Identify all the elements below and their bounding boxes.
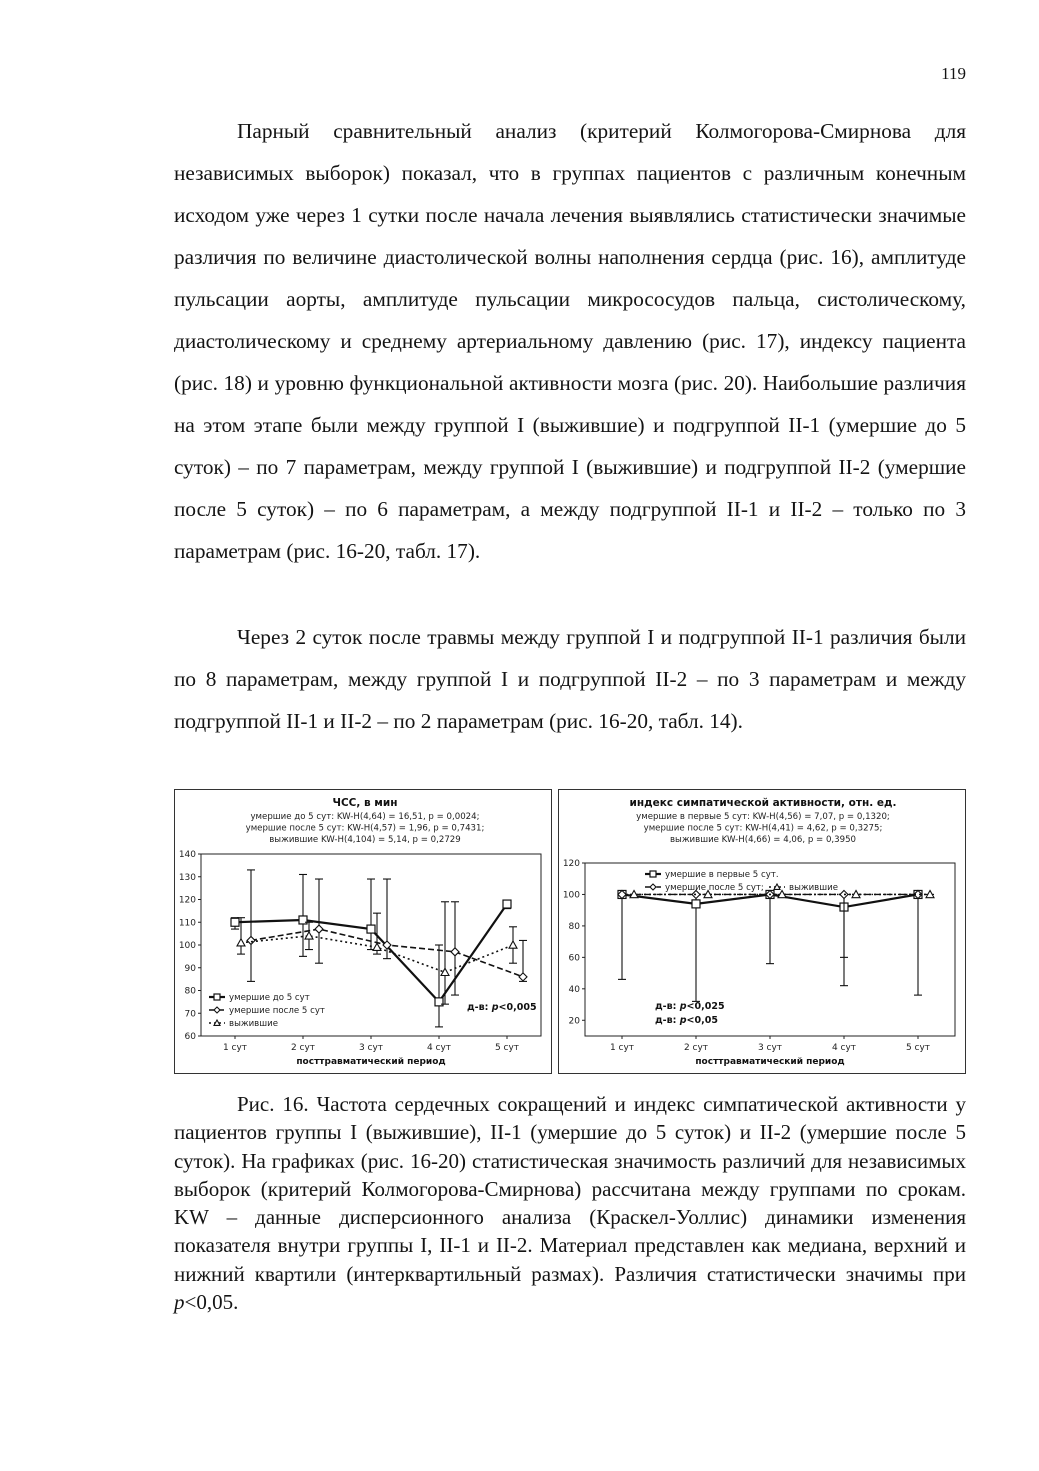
sympathetic-index-chart xyxy=(559,790,965,1073)
sympathetic-index-chart-panel xyxy=(558,789,966,1074)
sa-y-tick-label: 80 xyxy=(568,921,580,932)
hr-x-tick-label: 1 сут xyxy=(222,1043,248,1053)
figure-16 xyxy=(174,789,966,1074)
hr-kw-line: умершие после 5 сут: KW-H(4,57) = 1,96, p = 0,7431; xyxy=(245,823,485,834)
sa-kw-line: умершие в первые 5 сут: KW-H(4,56) = 7,07, p = 0,1320; xyxy=(636,812,890,822)
hr-x-tick-label: 3 сут xyxy=(358,1043,384,1053)
hr-kw-line: выжившие KW-H(4,104) = 5,14, p = 0,2729 xyxy=(269,835,461,845)
hr-y-tick-label: 80 xyxy=(184,986,196,997)
hr-y-tick-label: 110 xyxy=(178,918,196,929)
hr-legend-label: умершие до 5 сут xyxy=(229,993,310,1003)
caption-text: Рис. 16. Частота сердечных сокращений и индекс симпатической активности у пациентов группы I (выжившие), II-1 (умершие до 5 суток) и II-2 (умершие после 5 суток). На графиках (рис. 16-20) статистическая значимость различий для независимых выборок (критерий Колмогорова-Смирнова) рассчитана между группами по срокам. KW – данные дисперсионного анализа (Краскел-Уоллис) динамики изменения показателя внутри группы I, II-1 и II-2. Материал представлен как медиана, верхний и нижний квартили (интерквартильный размах). Различия статистически значимы при xyxy=(174,1092,966,1286)
sa-y-tick-label: 60 xyxy=(568,953,580,964)
hr-chart-title: ЧСС, в мин xyxy=(332,797,398,809)
hr-y-tick-label: 120 xyxy=(178,895,196,906)
sa-kw-line: выжившие KW-H(4,66) = 4,06, p = 0,3950 xyxy=(669,835,857,845)
paragraph-2: Через 2 суток после травмы между группой I и подгруппой II-1 различия были по 8 параметрам, между группой I и подгруппой II-2 – по 3 параметрам и между подгруппой II-1 и II-2 – по 2 параметрам (рис. 16-20, табл. 14). xyxy=(174,625,966,733)
hr-y-tick-label: 130 xyxy=(178,872,196,883)
hr-legend-label: выжившие xyxy=(229,1019,278,1029)
heart-rate-chart-panel xyxy=(174,789,552,1074)
sa-chart-title: индекс симпатической активности, отн. ед. xyxy=(629,797,897,809)
hr-legend-label: умершие после 5 сут xyxy=(229,1006,325,1016)
sa-data-point xyxy=(692,900,700,908)
sa-x-tick-label: 4 сут xyxy=(831,1043,857,1053)
hr-x-tick-label: 4 сут xyxy=(426,1043,452,1053)
hr-data-point xyxy=(247,936,255,944)
hr-legend-marker xyxy=(214,1007,220,1013)
hr-data-point xyxy=(367,925,375,933)
sa-kw-line: умершие после 5 сут: KW-H(4,41) = 4,62, p = 0,3275; xyxy=(643,823,883,834)
hr-significance-note: д-в: p<0,005 xyxy=(467,1002,537,1013)
hr-x-tick-label: 2 сут xyxy=(290,1043,316,1053)
figure-caption xyxy=(174,1090,966,1316)
sa-significance-note: д-в: p<0,025 xyxy=(655,1001,725,1012)
sa-y-tick-label: 100 xyxy=(562,890,580,901)
hr-y-tick-label: 70 xyxy=(184,1009,196,1020)
sa-x-tick-label: 1 сут xyxy=(609,1043,635,1053)
sa-x-axis-label: посттравматический период xyxy=(695,1057,845,1067)
sa-y-tick-label: 20 xyxy=(568,1016,580,1027)
hr-legend-marker xyxy=(214,1020,220,1025)
hr-data-point xyxy=(237,939,245,946)
sa-x-tick-label: 5 сут xyxy=(905,1043,931,1053)
sa-significance-note: д-в: p<0,05 xyxy=(655,1015,718,1026)
sa-y-tick-label: 120 xyxy=(562,859,580,869)
hr-legend-marker xyxy=(214,994,220,1000)
heart-rate-chart xyxy=(175,790,551,1073)
hr-y-tick-label: 60 xyxy=(184,1032,196,1042)
hr-x-axis-label: посттравматический период xyxy=(296,1057,446,1067)
hr-kw-line: умершие до 5 сут: KW-H(4,64) = 16,51, p = 0,0024; xyxy=(250,812,480,822)
hr-y-tick-label: 90 xyxy=(184,963,196,974)
hr-data-point xyxy=(315,925,323,933)
sa-legend-marker xyxy=(650,871,656,877)
hr-x-tick-label: 5 сут xyxy=(494,1043,520,1053)
hr-data-point xyxy=(451,948,459,956)
hr-y-tick-label: 140 xyxy=(178,850,196,860)
sa-legend-marker xyxy=(774,884,780,889)
hr-data-point xyxy=(231,918,239,926)
paragraph-1: Парный сравнительный анализ (критерий Колмогорова-Смирнова для независимых выборок) показал, что в группах пациентов с различным конечным исходом уже через 1 сутки после начала лечения выявлялись статистически значимые различия по величине диастолической волны наполнения сердца (рис. 16), амплитуде пульсации аорты, амплитуде пульсации микрососудов пальца, систолическому, диастолическому и среднему артериальному давлению (рис. 17), индексу пациента (рис. 18) и уровню функциональной активности мозга (рис. 20). Наибольшие различия на этом этапе были между группой I (выжившие) и подгруппой II-1 (умершие до 5 суток) – по 7 параметрам, между группой I (выжившие) и подгруппой II-2 (умершие после 5 суток) – по 6 параметрам, а между подгруппой II-1 и II-2 – только по 3 параметрам (рис. 16-20, табл. 17). xyxy=(174,119,966,563)
caption-p-symbol: p xyxy=(174,1290,185,1315)
sa-y-tick-label: 40 xyxy=(568,984,580,995)
hr-data-point xyxy=(519,973,527,981)
sa-legend-label: умершие в первые 5 сут. xyxy=(665,870,779,880)
page-number: 119 xyxy=(941,64,966,83)
hr-data-point xyxy=(503,900,511,908)
hr-data-point xyxy=(373,943,381,950)
hr-data-point xyxy=(509,941,517,948)
sa-x-tick-label: 3 сут xyxy=(757,1043,783,1053)
sa-legend-label: умершие после 5 сут; xyxy=(665,883,764,893)
caption-threshold: <0,05. xyxy=(184,1290,239,1315)
sa-legend-label: выжившие xyxy=(789,883,838,893)
hr-y-tick-label: 100 xyxy=(178,941,196,951)
sa-legend-marker xyxy=(650,884,656,890)
sa-x-tick-label: 2 сут xyxy=(683,1043,709,1053)
